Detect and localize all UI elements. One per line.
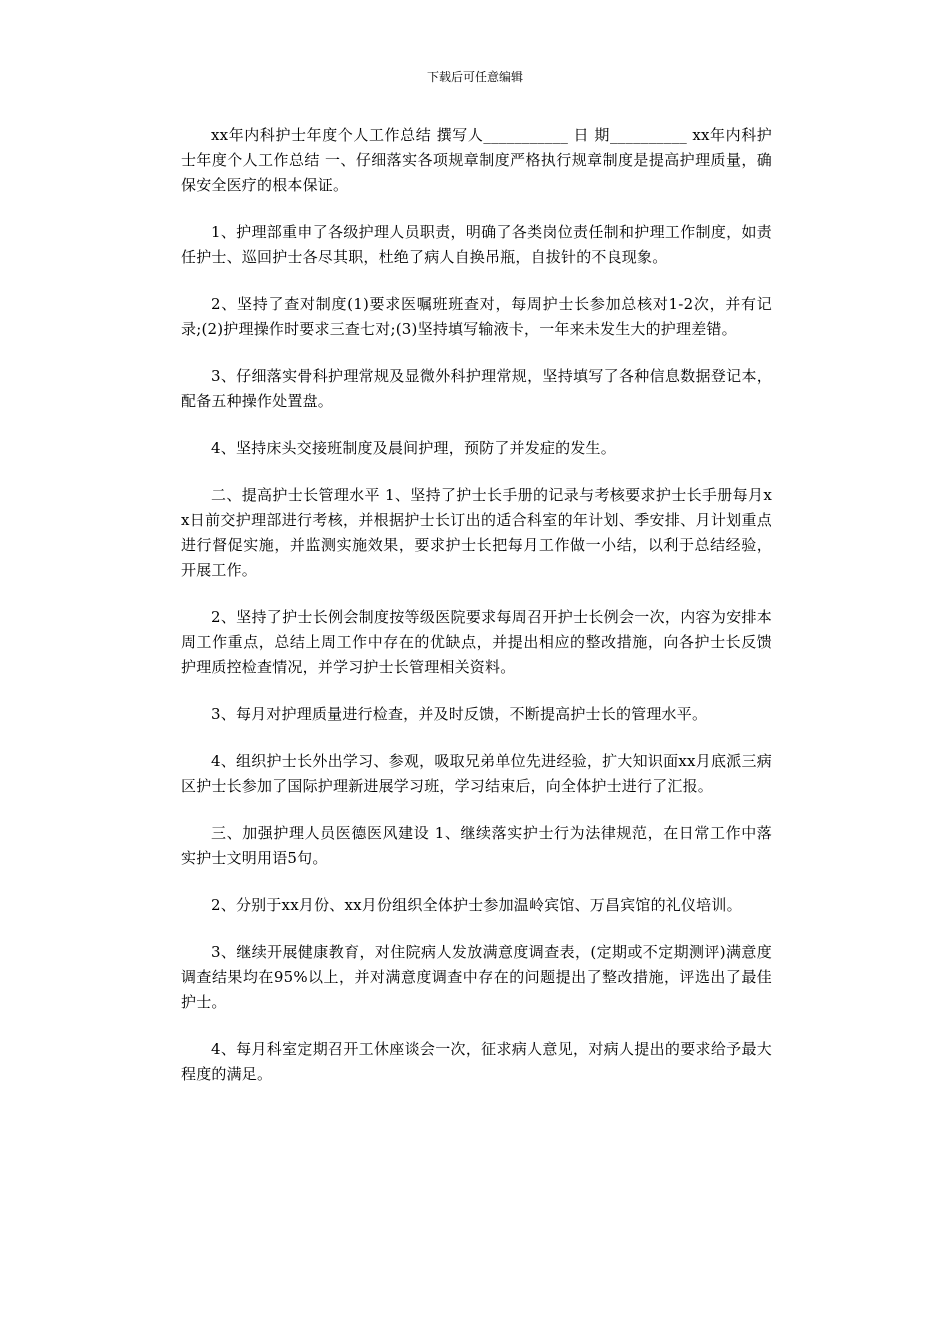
paragraph-item-3-2: 2、分别于xx月份、xx月份组织全体护士参加温岭宾馆、万昌宾馆的礼仪培训。 [211,896,742,914]
paragraph-item-2-3: 3、每月对护理质量进行检查，并及时反馈，不断提高护士长的管理水平。 [211,705,708,723]
document-body [181,123,772,1109]
paragraph-item-3-3: 3、继续开展健康教育，对住院病人发放满意度调查表，(定期或不定期测评)满意度调查结果均在95%以上，并对满意度调查中存在的问题提出了整改措施，评选出了最佳护士。 [181,943,772,1011]
paragraph-item-2-4: 4、组织护士长外出学习、参观，吸取兄弟单位先进经验，扩大知识面xx月底派三病区护士长参加了国际护理新进展学习班，学习结束后，向全体护士进行了汇报。 [181,752,772,795]
download-note: 下载后可任意编辑 [426,70,523,84]
paragraph-item-1-2: 2、坚持了查对制度(1)要求医嘱班班查对，每周护士长参加总核对1-2次，并有记录;(2)护理操作时要求三查七对;(3)坚持填写输液卡，一年来未发生大的护理差错。 [181,295,772,338]
paragraph-title-intro: xx年内科护士年度个人工作总结 撰写人___________ 日 期__________ xx年内科护士年度个人工作总结 一、仔细落实各项规章制度严格执行规章制度是提高护理质量，确保安全医疗的根本保证。 [181,126,772,194]
paragraph-item-2-2: 2、坚持了护士长例会制度按等级医院要求每周召开护士长例会一次，内容为安排本周工作重点，总结上周工作中存在的优缺点，并提出相应的整改措施，向各护士长反馈护理质控检查情况，并学习护士长管理相关资料。 [181,608,772,676]
paragraph-item-1-4: 4、坚持床头交接班制度及晨间护理，预防了并发症的发生。 [211,439,616,457]
paragraph-section-2: 二、提高护士长管理水平 1、坚持了护士长手册的记录与考核要求护士长手册每月xx日前交护理部进行考核，并根据护士长订出的适合科室的年计划、季安排、月计划重点进行督促实施，并监测实施效果，要求护士长把每月工作做一小结，以利于总结经验，开展工作。 [181,486,772,579]
paragraph-item-1-1: 1、护理部重申了各级护理人员职责，明确了各类岗位责任制和护理工作制度，如责任护士、巡回护士各尽其职，杜绝了病人自换吊瓶，自拔针的不良现象。 [181,223,772,266]
paragraph-section-3: 三、加强护理人员医德医风建设 1、继续落实护士行为法律规范，在日常工作中落实护士文明用语5句。 [181,824,772,867]
paragraph-item-1-3: 3、仔细落实骨科护理常规及显微外科护理常规，坚持填写了各种信息数据登记本，配备五种操作处置盘。 [181,367,772,410]
paragraph-item-3-4: 4、每月科室定期召开工休座谈会一次，征求病人意见，对病人提出的要求给予最大程度的满足。 [181,1040,772,1083]
